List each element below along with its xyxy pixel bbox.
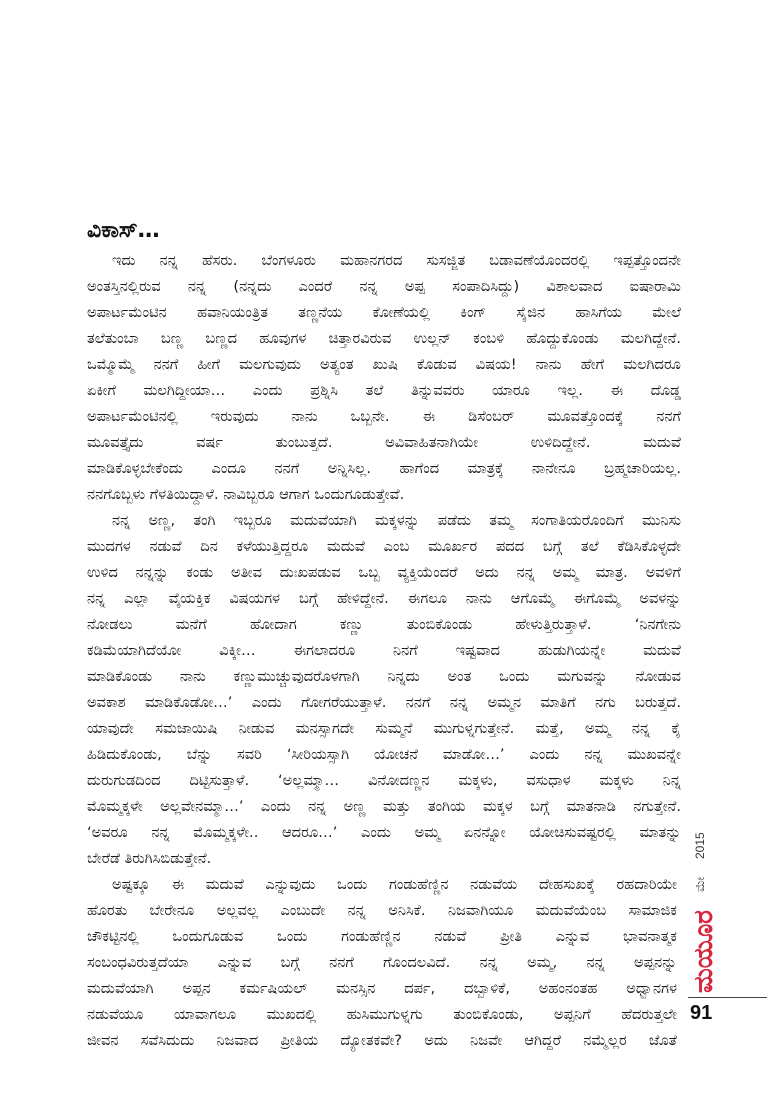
paragraph-line: ಏಕೀಗೆ ಮಲಗಿದ್ದೀಯಾ… ಎಂದು ಪ್ರಶ್ನಿಸಿ ತಲೆ ತಿನ್ನುವವರು ಯಾರೂ ಇಲ್ಲ. ಈ ದೊಡ್ಡ xyxy=(87,382,681,399)
issue-month: ಮೇ xyxy=(693,876,707,892)
paragraph-line: ನಡುವೆಯೂ ಯಾವಾಗಲೂ ಮುಖದಲ್ಲಿ ಹುಸಿಮುಗುಳ್ನಗು ತುಂಬಿಕೊಂಡು, ಅಪ್ಪನಿಗೆ ಹೆದರುತ್ತಲೇ xyxy=(87,1006,677,1023)
paragraph-line: ಅವಕಾಶ ಮಾಡಿಕೊಡೋ…’ ಎಂದು ಗೋಗರೆಯುತ್ತಾಳೆ. ನನಗೆ ನನ್ನ ಅಮ್ಮನ ಮಾತಿಗೆ ನಗು ಬರುತ್ತದೆ. xyxy=(87,694,681,711)
paragraph-line: ‘ಅವರೂ ನನ್ನ ಮೊಮ್ಮಕ್ಕಳೇ.. ಆದರೂ…’ ಎಂದು ಅಮ್ಮ ಏನನ್ನೋ ಯೋಚಿಸುವಷ್ಟರಲ್ಲಿ ಮಾತನ್ನು xyxy=(87,824,681,841)
paragraph-line: ಜೀವನ ಸವೆಸಿದುದು ನಿಜವಾದ ಪ್ರೀತಿಯ ದ್ಯೋತಕವೇ? ಅದು ನಿಜವೇ ಆಗಿದ್ದರೆ ನಮ್ಮೆಲ್ಲರ ಜೊತೆ xyxy=(87,1032,677,1049)
paragraph-line: ಹಿಡಿದುಕೊಂಡು, ಬೆನ್ನು ಸವರಿ ‘ಸೀರಿಯಸ್ಸಾಗಿ ಯೋಚನೆ ಮಾಡೋ…’ ಎಂದು ನನ್ನ ಮುಖವನ್ನೇ xyxy=(87,746,681,763)
paragraph-line: ಅಪಾರ್ಟಮೆಂಟಿನಲ್ಲಿ ಇರುವುದು ನಾನು ಒಬ್ಬನೇ. ಈ ಡಿಸೆಂಬರ್ ಮೂವತ್ತೊಂದಕ್ಕೆ ನನಗೆ xyxy=(87,408,681,425)
magazine-brand-logo: ಮಯೂರ xyxy=(689,910,719,994)
paragraph-line: ಬೇರೆಡೆ ತಿರುಗಿಸಿಬಿಡುತ್ತೇನೆ. xyxy=(87,850,212,867)
paragraph-line: ಇದು ನನ್ನ ಹೆಸರು. ಬೆಂಗಳೂರು ಮಹಾನಗರದ ಸುಸಜ್ಜಿತ ಬಡಾವಣೆಯೊಂದರಲ್ಲಿ ಇಪ್ಪತ್ತೊಂದನೇ xyxy=(112,252,681,269)
paragraph-line: ಹೊರತು ಬೇರೇನೂ ಅಲ್ಲವಲ್ಲ ಎಂಬುದೇ ನನ್ನ ಅನಿಸಿಕೆ. ನಿಜವಾಗಿಯೂ ಮದುವೆಯೆಂಬ ಸಾಮಾಜಿಕ xyxy=(87,902,677,919)
paragraph-line: ಯಾವುದೇ ಸಮಜಾಯಿಷಿ ನೀಡುವ ಮನಸ್ಸಾಗದೇ ಸುಮ್ಮನೆ ಮುಗುಳ್ನಗುತ್ತೇನೆ. ಮತ್ತೆ, ಅಮ್ಮ ನನ್ನ ಕೈ xyxy=(87,720,681,737)
paragraph-line: ನನ್ನ ಎಲ್ಲಾ ವೈಯಕ್ತಿಕ ವಿಷಯಗಳ ಬಗ್ಗೆ ಹೇಳಿದ್ದೇನೆ. ಈಗಲೂ ನಾನು ಆಗೊಮ್ಮೆ ಈಗೊಮ್ಮೆ ಅವಳನ್ನು xyxy=(87,590,681,607)
paragraph-line: ಕಡಿಮೆಯಾಗಿದೆಯೋ ವಿಕ್ಕೀ… ಈಗಲಾದರೂ ನಿನಗೆ ಇಷ್ಟವಾದ ಹುಡುಗಿಯನ್ನೇ ಮದುವೆ xyxy=(87,642,681,659)
paragraph-line: ಮಾಡಿಕೊಳ್ಳಬೇಕೆಂದು ಎಂದೂ ನನಗೆ ಅನ್ನಿಸಿಲ್ಲ. ಹಾಗೆಂದ ಮಾತ್ರಕ್ಕೆ ನಾನೇನೂ ಬ್ರಹ್ಮಚಾರಿಯಲ್ಲ. xyxy=(87,460,681,477)
paragraph-line: ಅಂತಸ್ತಿನಲ್ಲಿರುವ ನನ್ನ (ನನ್ನದು ಎಂದರೆ ನನ್ನ ಅಪ್ಪ ಸಂಪಾದಿಸಿದ್ದು) ವಿಶಾಲವಾದ ಐಷಾರಾಮಿ xyxy=(87,278,681,295)
paragraph-line: ತಲೆತುಂಬಾ ಬಣ್ಣ ಬಣ್ಣದ ಹೂವುಗಳ ಚಿತ್ತಾರವಿರುವ ಉಲ್ಲನ್ ಕಂಬಳಿ ಹೊದ್ದುಕೊಂಡು ಮಲಗಿದ್ದೇನೆ. xyxy=(87,330,681,347)
issue-year: 2015 xyxy=(693,832,707,860)
page-number: 91 xyxy=(690,1002,713,1024)
paragraph-line: ಅಪಾರ್ಟಮೆಂಟಿನ ಹವಾನಿಯಂತ್ರಿತ ತಣ್ಣನೆಯ ಕೋಣೆಯಲ್ಲಿ ಕಿಂಗ್ ಸೈಜಿನ ಹಾಸಿಗೆಯ ಮೇಲೆ xyxy=(87,304,681,321)
paragraph-line: ಚೌಕಟ್ಟಿನಲ್ಲಿ ಒಂದುಗೂಡುವ ಒಂದು ಗಂಡುಹೆಣ್ಣಿನ ನಡುವೆ ಪ್ರೀತಿ ಎನ್ನುವ ಭಾವನಾತ್ಮಕ xyxy=(87,928,677,945)
page-number-rule xyxy=(688,997,767,998)
paragraph-line: ನನ್ನ ಅಣ್ಣ, ತಂಗಿ ಇಬ್ಬರೂ ಮದುವೆಯಾಗಿ ಮಕ್ಕಳನ್ನು ಪಡೆದು ತಮ್ಮ ಸಂಗಾತಿಯರೊಂದಿಗೆ ಮುನಿಸು xyxy=(112,512,681,529)
paragraph-line: ದುರುಗುಡದಿಂದ ದಿಟ್ಟಿಸುತ್ತಾಳೆ. ‘ಅಲ್ಲಮ್ಮಾ… ವಿನೋದಣ್ಣನ ಮಕ್ಕಳು, ವಸುಧಾಳ ಮಕ್ಕಳು ನಿನ್ನ xyxy=(87,772,681,789)
article-heading: ವಿಕಾಸ್… xyxy=(87,218,160,243)
paragraph-line: ಒಮ್ಮೊಮ್ಮೆ ನನಗೆ ಹೀಗೆ ಮಲಗುವುದು ಅತ್ಯಂತ ಖುಷಿ ಕೊಡುವ ವಿಷಯ! ನಾನು ಹೇಗೆ ಮಲಗಿದರೂ xyxy=(87,356,681,373)
paragraph-line: ಮೂವತ್ತೈದು ವರ್ಷ ತುಂಬುತ್ತದೆ. ಅವಿವಾಹಿತನಾಗಿಯೇ ಉಳಿದಿದ್ದೇನೆ. ಮದುವೆ xyxy=(87,434,681,451)
paragraph-line: ಮಾಡಿಕೊಂಡು ನಾನು ಕಣ್ಣುಮುಚ್ಚುವುದರೊಳಗಾಗಿ ನಿನ್ನದು ಅಂತ ಒಂದು ಮಗುವನ್ನು ನೋಡುವ xyxy=(87,668,681,685)
paragraph-line: ಮುದಗಳ ನಡುವೆ ದಿನ ಕಳೆಯುತ್ತಿದ್ದರೂ ಮದುವೆ ಎಂಬ ಮೂರ್ಖರ ಪದದ ಬಗ್ಗೆ ತಲೆ ಕೆಡಿಸಿಕೊಳ್ಳದೇ xyxy=(87,538,681,555)
paragraph-line: ನೋಡಲು ಮನೆಗೆ ಹೋದಾಗ ಕಣ್ಣು ತುಂಬಿಕೊಂಡು ಹೇಳುತ್ತಿರುತ್ತಾಳೆ. ‘ನಿನಗೇನು xyxy=(87,616,681,633)
paragraph-line: ಅಷ್ಟಕ್ಕೂ ಈ ಮದುವೆ ಎನ್ನುವುದು ಒಂದು ಗಂಡುಹೆಣ್ಣಿನ ನಡುವೆಯ ದೇಹಸುಖಕ್ಕೆ ರಹದಾರಿಯೇ xyxy=(112,876,677,893)
paragraph-line: ನನಗೊಬ್ಬಳು ಗೆಳತಿಯಿದ್ದಾಳೆ. ನಾವಿಬ್ಬರೂ ಆಗಾಗ ಒಂದುಗೂಡುತ್ತೇವೆ. xyxy=(87,486,405,503)
paragraph-line: ಮೊಮ್ಮಕ್ಕಳೇ ಅಲ್ಲವೇನಮ್ಮಾ…’ ಎಂದು ನನ್ನ ಅಣ್ಣ ಮತ್ತು ತಂಗಿಯ ಮಕ್ಕಳ ಬಗ್ಗೆ ಮಾತನಾಡಿ ನಗುತ್ತೇನೆ. xyxy=(87,798,681,815)
paragraph-line: ಮದುವೆಯಾಗಿ ಅಪ್ಪನ ಕರ್ಮಷಿಯಲ್ ಮನಸ್ಸಿನ ದರ್ಪ, ದಬ್ಬಾಳಿಕೆ, ಅಹಂನಂತಹ ಅಧ್ವಾನಗಳ xyxy=(87,980,677,997)
paragraph-line: ಸಂಬಂಧವಿರುತ್ತದೆಯಾ ಎನ್ನುವ ಬಗ್ಗೆ ನನಗೆ ಗೊಂದಲವಿದೆ. ನನ್ನ ಅಮ್ಮ, ನನ್ನ ಅಪ್ಪನನ್ನು xyxy=(87,954,677,971)
paragraph-line: ಉಳಿದ ನನ್ನನ್ನು ಕಂಡು ಅತೀವ ದುಃಖಪಡುವ ಒಬ್ಬ ವ್ಯಕ್ತಿಯೆಂದರೆ ಅದು ನನ್ನ ಅಮ್ಮ ಮಾತ್ರ. ಅವಳಿಗೆ xyxy=(87,564,681,581)
